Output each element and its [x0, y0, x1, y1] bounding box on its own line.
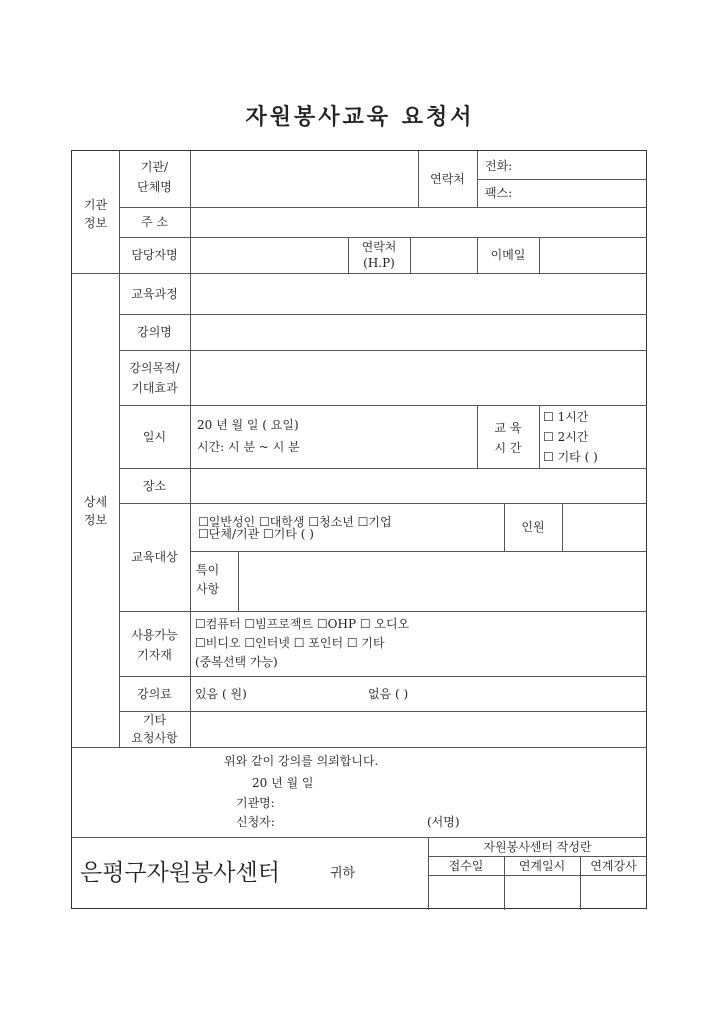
office-col-linked-lecturer: 연계강사: [590, 859, 637, 873]
phone-label: 전화:: [485, 159, 513, 173]
divider: [119, 676, 647, 677]
purpose-label: 강의목적/ 기대효과: [129, 361, 180, 395]
divider: [119, 350, 647, 351]
divider: [119, 611, 647, 612]
divider: [119, 503, 647, 504]
mobile-label: 연락처 (H.P): [361, 240, 397, 270]
divider: [119, 468, 647, 469]
equipment-multi-note: (중복선택 가능): [195, 655, 278, 669]
date-text: 20 년 월 일 ( 요일): [197, 418, 299, 432]
email-label: 이메일: [490, 248, 526, 262]
fee-yes-option[interactable]: 있음 ( 원): [195, 687, 247, 701]
office-col-received: 접수일: [448, 859, 484, 873]
headcount-label: 인원: [521, 520, 545, 534]
duration-option-1hour[interactable]: ☐ 1시간: [543, 410, 589, 424]
course-label: 교육과정: [131, 287, 178, 301]
divider: [410, 237, 411, 273]
divider: [477, 179, 647, 180]
request-statement: 위와 같이 강의를 의뢰합니다.: [224, 754, 379, 768]
org-info-section-label: 기관 정보: [83, 198, 108, 230]
target-options-line1[interactable]: ☐일반성인 ☐대학생 ☐청소년 ☐기업: [198, 515, 392, 529]
recipient-name: 은평구자원봉사센터: [80, 860, 280, 886]
contact-label: 연락처: [430, 172, 465, 186]
equipment-label: 사용가능 기자재: [131, 628, 178, 662]
divider: [539, 237, 540, 273]
request-form-table: [71, 150, 647, 909]
lecture-label: 강의명: [137, 325, 172, 339]
divider: [428, 856, 647, 857]
fee-label: 강의료: [137, 687, 172, 701]
divider: [562, 503, 563, 551]
special-notes-label: 특이 사항: [196, 563, 220, 596]
form-title: 자원봉사교육 요청서: [245, 105, 475, 130]
recipient-honorific: 귀하: [330, 866, 356, 881]
datetime-label: 일시: [142, 430, 167, 444]
divider: [72, 273, 647, 274]
fax-label: 팩스:: [485, 186, 513, 200]
other-requests-label: 기타 요청사항: [131, 713, 178, 745]
place-label: 장소: [142, 479, 167, 493]
details-section-label: 상세 정보: [83, 495, 108, 527]
signature-label: (서명): [427, 815, 460, 829]
divider: [119, 711, 647, 712]
applicant-label: 신청자:: [236, 815, 275, 829]
manager-label: 담당자명: [131, 248, 178, 262]
office-use-title: 자원봉사센터 작성란: [483, 840, 592, 854]
duration-option-2hours[interactable]: ☐ 2시간: [543, 430, 589, 444]
org-name-sign-label: 기관명:: [236, 796, 275, 810]
divider: [190, 551, 647, 552]
target-options-line2[interactable]: ☐단체/기관 ☐기타 ( ): [198, 527, 314, 541]
equipment-options-line1[interactable]: ☐컴퓨터 ☐빔프로젝트 ☐OHP ☐ 오디오: [195, 617, 410, 631]
divider: [539, 405, 540, 468]
divider: [72, 837, 647, 838]
org-name-label: 기관/ 단체명: [137, 160, 172, 194]
divider: [119, 237, 647, 238]
divider: [119, 207, 647, 208]
divider: [477, 151, 478, 207]
duration-option-other[interactable]: ☐ 기타 ( ): [543, 450, 598, 464]
divider: [119, 314, 647, 315]
target-label: 교육대상: [131, 550, 178, 564]
divider: [238, 551, 239, 611]
divider: [190, 151, 191, 747]
office-col-linked-date: 연계일시: [518, 859, 566, 873]
duration-label: 교 육 시 간: [494, 421, 522, 455]
divider: [72, 747, 647, 748]
time-text: 시간: 시 분 ~ 시 분: [197, 440, 300, 454]
equipment-options-line2[interactable]: ☐비디오 ☐인터넷 ☐ 포인터 ☐ 기타: [195, 636, 385, 650]
divider: [428, 875, 647, 876]
divider: [119, 405, 647, 406]
fee-no-option[interactable]: 없음 ( ): [368, 687, 409, 701]
request-date: 20 년 월 일: [252, 776, 314, 790]
address-label: 주 소: [141, 215, 168, 229]
